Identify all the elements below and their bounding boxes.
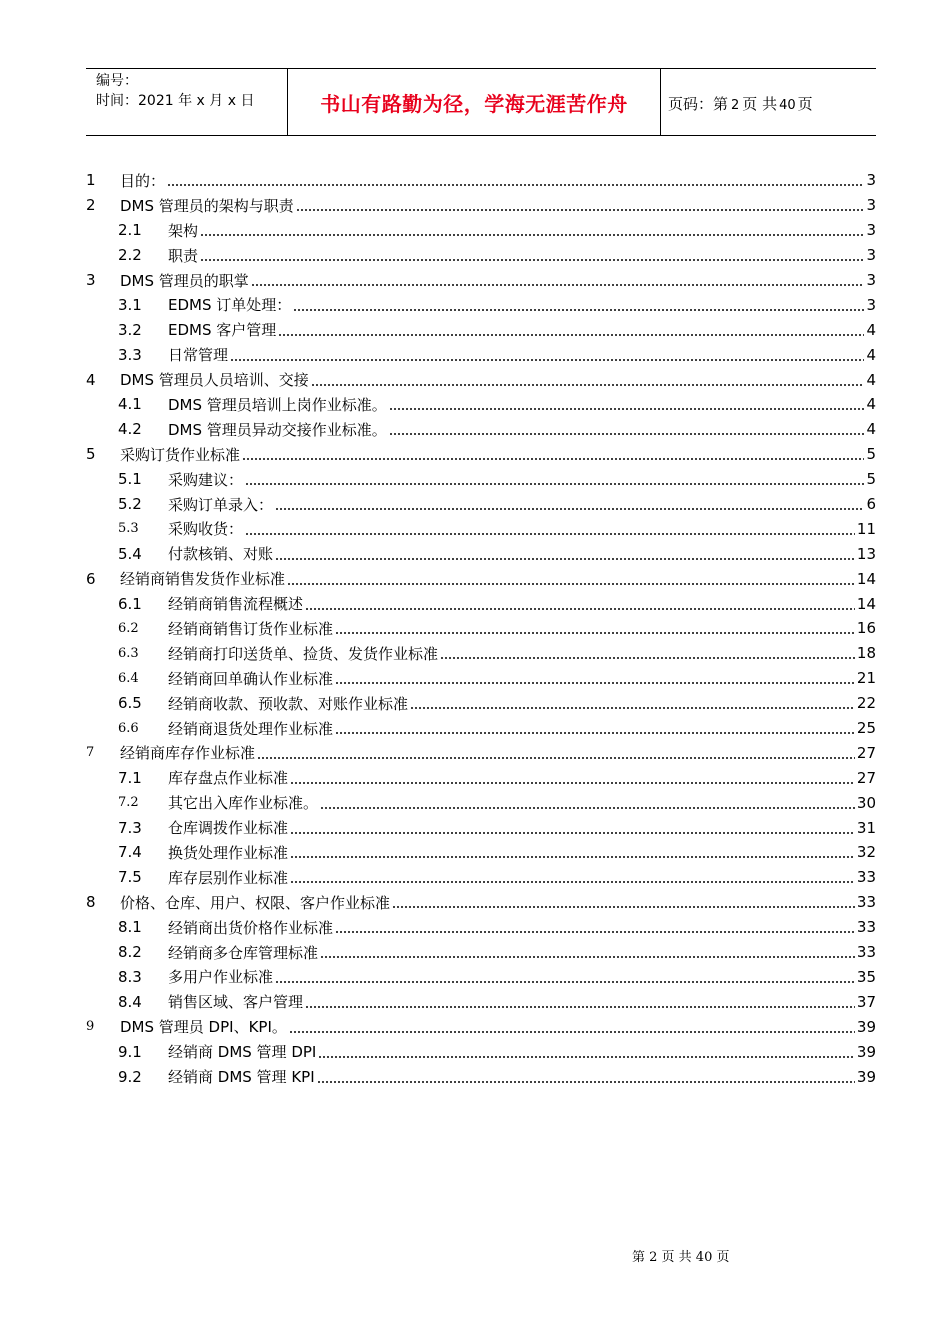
toc-entry-number: 8.1 [118, 918, 142, 937]
toc-entry-number: 4 [86, 370, 96, 389]
toc-entry[interactable] [86, 666, 876, 691]
toc-entry-page: 31 [856, 818, 876, 837]
toc-entry-title: 库存盘点作业标准 [168, 769, 289, 788]
toc-entry-number: 6.1 [118, 594, 142, 613]
toc-dot-leader [317, 1081, 855, 1083]
toc-dot-leader [389, 408, 865, 410]
toc-entry-number: 2.2 [118, 246, 142, 265]
toc-entry[interactable] [86, 317, 876, 342]
toc-entry-page: 33 [856, 943, 876, 962]
toc-entry-title: 仓库调拨作业标准 [168, 819, 289, 838]
toc-dot-leader [293, 309, 864, 311]
toc-entry-title: DMS 管理员培训上岗作业标准。 [168, 395, 387, 414]
toc-entry-page: 21 [856, 669, 876, 688]
toc-entry-page: 3 [866, 221, 876, 240]
toc-entry-title: EDMS 客户管理 [168, 321, 277, 340]
toc-entry-number: 5.4 [118, 544, 142, 563]
toc-entry[interactable] [86, 915, 876, 940]
toc-dot-leader [290, 881, 855, 883]
toc-entry[interactable] [86, 840, 876, 865]
toc-entry-page: 30 [856, 793, 876, 812]
toc-entry-title: 经销商出货价格作业标准 [168, 918, 334, 937]
toc-dot-leader [245, 533, 855, 535]
toc-entry[interactable] [86, 691, 876, 716]
toc-entry[interactable] [86, 268, 876, 293]
toc-entry-title: 采购订货作业标准 [120, 445, 241, 464]
toc-entry-title: 职责 [168, 246, 199, 265]
toc-entry[interactable] [86, 641, 876, 666]
toc-entry-title: 经销商销售流程概述 [168, 595, 304, 614]
toc-entry-number: 3.3 [118, 345, 142, 364]
header-meta [96, 71, 286, 111]
toc-entry-page: 18 [856, 644, 876, 663]
toc-entry-title: 经销商多仓库管理标准 [168, 943, 319, 962]
toc-entry-page: 33 [856, 868, 876, 887]
page-suffix: 页 [797, 95, 813, 113]
page-header [86, 68, 876, 136]
toc-entry-number: 4.1 [118, 395, 142, 414]
toc-entry[interactable] [86, 168, 876, 193]
toc-entry[interactable] [86, 492, 876, 517]
toc-entry[interactable] [86, 740, 876, 765]
toc-entry[interactable] [86, 989, 876, 1014]
toc-entry[interactable] [86, 591, 876, 616]
toc-entry-number: 6.3 [118, 645, 139, 661]
toc-entry-number: 7 [86, 745, 95, 761]
toc-dot-leader [230, 359, 864, 361]
toc-entry-page: 4 [866, 395, 876, 414]
toc-entry-number: 3.1 [118, 295, 142, 314]
toc-dot-leader [257, 757, 855, 759]
toc-dot-leader [289, 1031, 855, 1033]
toc-entry-number: 1 [86, 171, 96, 190]
toc-dot-leader [290, 856, 855, 858]
toc-entry-title: 经销商库存作业标准 [120, 744, 256, 763]
toc-entry-page: 39 [856, 1067, 876, 1086]
toc-dot-leader [320, 807, 855, 809]
toc-entry-number: 8.2 [118, 943, 142, 962]
toc-entry-number: 9.2 [118, 1067, 142, 1086]
page-prefix: 页码：第 [668, 95, 729, 113]
toc-entry-page: 3 [866, 171, 876, 190]
toc-entry[interactable] [86, 940, 876, 965]
toc-entry-title: 经销商销售订货作业标准 [168, 619, 334, 638]
toc-entry-number: 7.3 [118, 818, 142, 837]
toc-entry-page: 37 [856, 992, 876, 1011]
toc-entry-title: 日常管理 [168, 346, 229, 365]
page-middle: 页 共 [742, 95, 778, 113]
toc-entry-title: 付款核销、对账 [168, 545, 274, 564]
toc-dot-leader [311, 384, 865, 386]
page-footer: 第 2 页 共 40 页 [632, 1250, 730, 1265]
toc-entry-page: 4 [866, 370, 876, 389]
toc-dot-leader [167, 184, 864, 186]
toc-dot-leader [410, 707, 855, 709]
toc-entry-page: 13 [856, 544, 876, 563]
toc-entry[interactable] [86, 442, 876, 467]
toc-entry-title: DMS 管理员 DPI、KPI。 [120, 1018, 287, 1037]
toc-entry[interactable] [86, 616, 876, 641]
toc-entry-number: 2.1 [118, 221, 142, 240]
toc-entry-title: 经销商 DMS 管理 DPI [168, 1043, 317, 1062]
toc-entry[interactable] [86, 541, 876, 566]
page-current: 2 [731, 98, 740, 113]
toc-entry[interactable] [86, 367, 876, 392]
toc-dot-leader [296, 209, 865, 211]
toc-entry-page: 27 [856, 768, 876, 787]
serial-label: 编号： [96, 73, 138, 89]
toc-entry-number: 3.2 [118, 320, 142, 339]
toc-dot-leader [287, 583, 855, 585]
toc-dot-leader [251, 284, 865, 286]
toc-entry-page: 27 [856, 743, 876, 762]
toc-entry-page: 3 [866, 295, 876, 314]
toc-dot-leader [275, 508, 864, 510]
toc-entry-page: 5 [866, 470, 876, 489]
header-page-info [668, 69, 813, 135]
toc-entry-title: 经销商打印送货单、捡货、发货作业标准 [168, 644, 439, 663]
toc-entry-number: 6.2 [118, 620, 139, 636]
toc-entry-page: 32 [856, 843, 876, 862]
toc-entry-number: 8.4 [118, 992, 142, 1011]
toc-entry-number: 9.1 [118, 1042, 142, 1061]
toc-entry-number: 4.2 [118, 420, 142, 439]
toc-entry[interactable] [86, 1064, 876, 1089]
toc-entry-page: 6 [866, 495, 876, 514]
toc-dot-leader [335, 682, 855, 684]
toc-dot-leader [335, 931, 855, 933]
toc-entry[interactable] [86, 342, 876, 367]
toc-entry-number: 5.1 [118, 470, 142, 489]
toc-dot-leader [245, 483, 864, 485]
toc-entry[interactable] [86, 765, 876, 790]
toc-entry-title: 销售区域、客户管理 [168, 993, 304, 1012]
toc-dot-leader [440, 657, 855, 659]
toc-dot-leader [290, 832, 855, 834]
toc-entry-page: 39 [856, 1042, 876, 1061]
table-of-contents [86, 168, 876, 1089]
toc-dot-leader [278, 334, 864, 336]
toc-entry-number: 8.3 [118, 967, 142, 986]
toc-entry-page: 4 [866, 420, 876, 439]
toc-entry-title: DMS 管理员的架构与职责 [120, 196, 294, 215]
toc-entry-title: DMS 管理员的职掌 [120, 271, 249, 290]
toc-entry-title: 换货处理作业标准 [168, 843, 289, 862]
toc-entry-title: 经销商 DMS 管理 KPI [168, 1068, 315, 1086]
toc-entry[interactable] [86, 292, 876, 317]
toc-entry-page: 39 [856, 1017, 876, 1036]
toc-entry-number: 7.4 [118, 843, 142, 862]
toc-entry-page: 33 [856, 918, 876, 937]
toc-entry-number: 3 [86, 271, 96, 289]
toc-entry-number: 6.4 [118, 670, 139, 686]
toc-entry-page: 5 [866, 445, 876, 464]
toc-dot-leader [392, 906, 855, 908]
toc-entry-page: 3 [866, 271, 876, 289]
toc-entry-number: 6.6 [118, 720, 139, 736]
toc-entry-title: 多用户作业标准 [168, 968, 274, 987]
toc-dot-leader [275, 981, 855, 983]
toc-entry-number: 7.2 [118, 795, 139, 811]
toc-entry[interactable] [86, 865, 876, 890]
toc-entry-title: 目的： [120, 171, 166, 190]
toc-dot-leader [320, 956, 855, 958]
toc-entry-number: 7.5 [118, 868, 142, 887]
toc-entry-page: 11 [856, 519, 876, 538]
toc-entry[interactable] [86, 1014, 876, 1039]
toc-dot-leader [305, 608, 855, 610]
toc-dot-leader [305, 1006, 855, 1008]
toc-entry-number: 6 [86, 569, 96, 588]
toc-entry-title: 经销商回单确认作业标准 [168, 669, 334, 688]
toc-entry-title: DMS 管理员异动交接作业标准。 [168, 420, 387, 439]
toc-entry-title: 架构 [168, 221, 199, 240]
toc-entry-title: 采购建议： [168, 470, 244, 489]
toc-entry[interactable] [86, 890, 876, 915]
toc-entry[interactable] [86, 392, 876, 417]
toc-entry-number: 5 [86, 445, 96, 464]
toc-entry-number: 6.5 [118, 694, 142, 713]
toc-entry-title: 其它出入库作业标准。 [168, 794, 319, 813]
toc-entry-title: 采购收货： [168, 520, 244, 539]
toc-entry-page: 3 [866, 196, 876, 215]
toc-dot-leader [200, 234, 864, 236]
toc-entry-page: 3 [866, 246, 876, 265]
toc-entry-title: 经销商收款、预收款、对账作业标准 [168, 694, 409, 713]
toc-entry[interactable] [86, 716, 876, 741]
toc-dot-leader [335, 632, 855, 634]
toc-entry-page: 4 [866, 320, 876, 339]
toc-entry-number: 7.1 [118, 768, 142, 787]
toc-entry-number: 8 [86, 893, 96, 912]
toc-entry-number: 5.3 [118, 521, 139, 537]
toc-dot-leader [290, 782, 855, 784]
toc-entry[interactable] [86, 516, 876, 541]
toc-entry[interactable] [86, 218, 876, 243]
toc-entry-page: 4 [866, 345, 876, 364]
toc-entry[interactable] [86, 193, 876, 218]
toc-entry[interactable] [86, 1039, 876, 1064]
toc-entry[interactable] [86, 467, 876, 492]
toc-entry-page: 22 [856, 694, 876, 713]
toc-entry-title: 经销商销售发货作业标准 [120, 570, 286, 589]
toc-entry[interactable] [86, 790, 876, 815]
toc-entry[interactable] [86, 243, 876, 268]
page-total: 40 [779, 98, 796, 113]
toc-entry-title: DMS 管理员人员培训、交接 [120, 371, 309, 390]
header-divider-right [660, 69, 661, 135]
toc-entry[interactable] [86, 815, 876, 840]
toc-entry-title: 库存层别作业标准 [168, 868, 289, 887]
toc-entry-page: 14 [856, 569, 876, 588]
toc-entry-title: 采购订单录入： [168, 495, 274, 514]
toc-entry-page: 25 [856, 719, 876, 738]
toc-dot-leader [389, 433, 865, 435]
toc-entry-page: 14 [856, 594, 876, 613]
toc-entry-title: EDMS 订单处理： [168, 296, 292, 315]
header-motto: 书山有路勤为径，学海无涯苦作舟 [320, 92, 628, 116]
toc-entry-title: 经销商退货处理作业标准 [168, 719, 334, 738]
toc-entry-title: 价格、仓库、用户、权限、客户作业标准 [120, 893, 391, 912]
toc-entry-number: 9 [86, 1019, 95, 1035]
toc-entry-number: 2 [86, 196, 96, 215]
toc-entry[interactable] [86, 417, 876, 442]
toc-entry-page: 33 [856, 893, 876, 912]
toc-dot-leader [318, 1056, 855, 1058]
toc-entry[interactable] [86, 566, 876, 591]
toc-entry-page: 16 [856, 619, 876, 638]
toc-dot-leader [242, 458, 864, 460]
toc-entry-page: 35 [856, 967, 876, 986]
toc-dot-leader [275, 558, 855, 560]
toc-dot-leader [335, 732, 855, 734]
toc-entry[interactable] [86, 965, 876, 990]
date-label: 时间：2021 年 x 月 x 日 [96, 93, 255, 109]
toc-dot-leader [200, 259, 864, 261]
toc-entry-number: 5.2 [118, 495, 142, 514]
